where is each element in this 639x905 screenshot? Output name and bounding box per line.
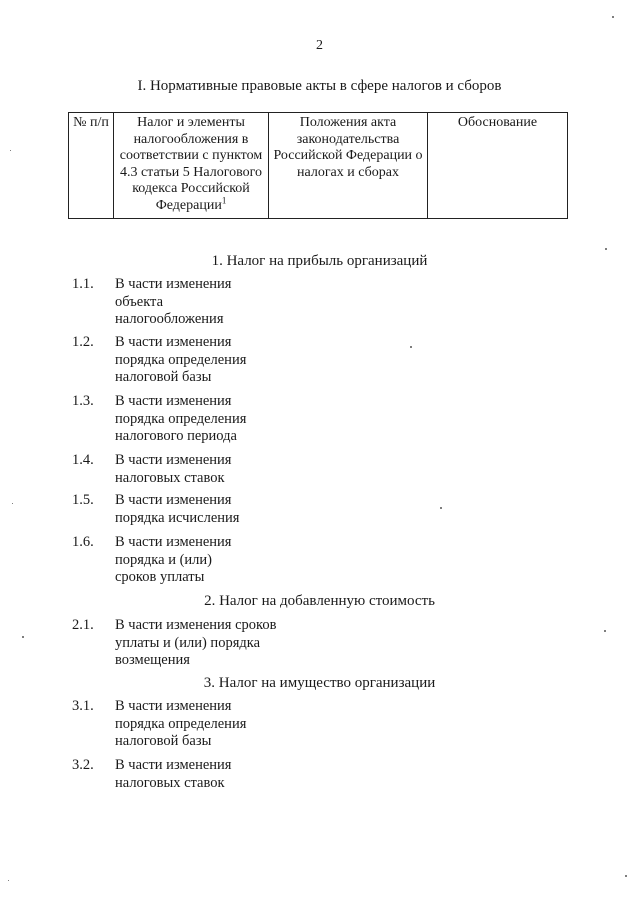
header-num-text: № п/п (73, 115, 109, 130)
item-number: 1.1. (72, 276, 94, 292)
scan-speck (612, 16, 614, 18)
header-tax-text: Налог и элементы налогообложения в соответствии с пунктом 4.3 статьи 5 Налогового кодекса Российской Федерации (119, 115, 263, 213)
header-provisions (269, 113, 428, 219)
scan-speck (8, 880, 9, 881)
scan-speck (410, 346, 412, 348)
scan-speck (604, 630, 606, 632)
section-heading: 2. Налог на добавленную стоимость (204, 593, 435, 609)
scan-speck (10, 150, 11, 151)
section-heading: 1. Налог на прибыль организаций (211, 253, 428, 269)
item-text: В части изменения сроков уплаты и (или) порядка возмещения (115, 617, 277, 668)
header-provisions-text: Положения акта законодательства Российской Федерации о налогах и сборах (273, 115, 423, 180)
item-number: 1.3. (72, 393, 94, 409)
item-text: В части изменения порядка и (или) сроков уплаты (115, 534, 232, 585)
scan-speck (22, 636, 24, 638)
footnote-marker: 1 (221, 194, 227, 205)
item-number: 1.5. (72, 492, 94, 508)
page-number: 2 (316, 38, 323, 53)
item-number: 1.4. (72, 452, 94, 468)
item-number: 3.1. (72, 698, 94, 714)
item-number: 1.6. (72, 534, 94, 550)
scan-speck (605, 248, 607, 250)
header-tax (114, 113, 269, 219)
scan-speck (12, 503, 13, 504)
item-number: 2.1. (72, 617, 94, 633)
item-text: В части изменения налоговых ставок (115, 452, 232, 486)
header-justification (428, 113, 568, 219)
scan-speck (625, 875, 627, 877)
header-justification-text: Обоснование (457, 115, 538, 130)
header-row (69, 113, 568, 219)
item-text: В части изменения налоговых ставок (115, 757, 232, 791)
item-number: 3.2. (72, 757, 94, 773)
item-text: В части изменения порядка определения налогового периода (115, 393, 247, 444)
item-text: В части изменения объекта налогообложения (115, 276, 232, 327)
header-table (68, 112, 568, 219)
item-number: 1.2. (72, 334, 94, 350)
item-text: В части изменения порядка исчисления (115, 492, 240, 526)
scan-speck (440, 507, 442, 509)
item-text: В части изменения порядка определения налоговой базы (115, 698, 247, 749)
section-heading: 3. Налог на имущество организации (203, 675, 436, 691)
header-num (69, 113, 114, 219)
document-title: I. Нормативные правовые акты в сфере налогов и сборов (137, 78, 502, 94)
item-text: В части изменения порядка определения налоговой базы (115, 334, 247, 385)
